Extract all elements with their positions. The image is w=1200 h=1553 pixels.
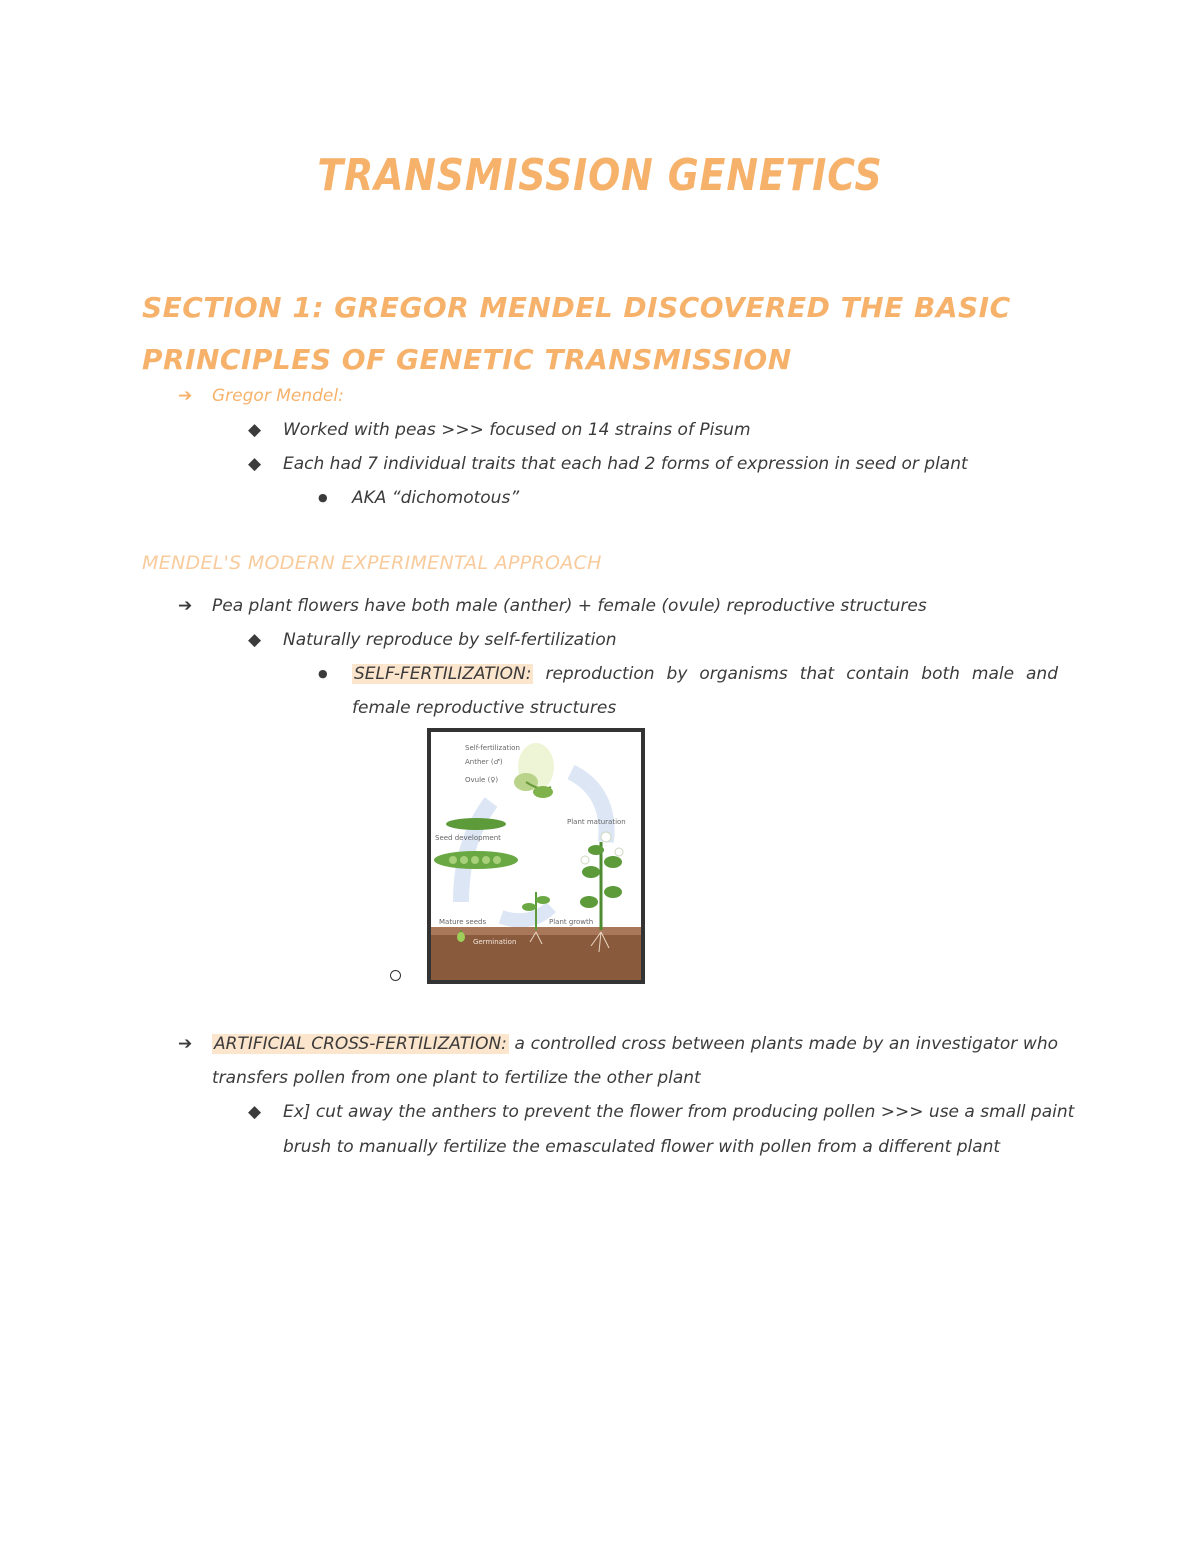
figure-label: Germination — [473, 938, 517, 946]
diamond-icon: ◆ — [248, 420, 262, 440]
bullet-dot-icon: ● — [318, 491, 328, 504]
self-fertilization-term: SELF-FERTILIZATION: — [354, 664, 532, 684]
bullet-dot-icon: ● — [318, 667, 328, 680]
list-item: Worked with peas >>> focused on 14 strains of Pisum — [283, 420, 751, 440]
list-item: Pea plant flowers have both male (anther) + female (ovule) reproductive structures — [212, 596, 927, 616]
list-item: Naturally reproduce by self-fertilization — [283, 630, 617, 650]
hollow-bullet-icon — [390, 970, 401, 981]
list-item: Each had 7 individual traits that each had 2 forms of expression in seed or plant — [283, 454, 968, 474]
example-continuation: brush to manually fertilize the emasculated flower with pollen from a different plant — [283, 1137, 1001, 1157]
arrow-icon: ➔ — [178, 1034, 193, 1054]
arrow-icon — [178, 379, 192, 413]
diamond-icon: ◆ — [248, 454, 262, 474]
definition-line — [212, 1027, 1058, 1061]
self-fertilization-definition — [352, 657, 1058, 691]
figure-label: Anther (♂) — [465, 758, 503, 766]
definition-text: a controlled cross between plants made by an investigator who — [514, 1034, 1058, 1054]
gregor-mendel-label: Gregor Mendel: — [212, 386, 344, 406]
figure-label: Ovule (♀) — [465, 776, 499, 784]
document-title: TRANSMISSION GENETICS — [317, 150, 883, 201]
approach-heading: MENDEL'S MODERN EXPERIMENTAL APPROACH — [142, 552, 602, 574]
figure-label: Self-fertilization — [465, 744, 520, 752]
definition-continuation: female reproductive structures — [352, 698, 617, 718]
figure-label: Seed development — [435, 834, 501, 842]
figure-label: Plant growth — [549, 918, 594, 926]
definition-continuation: transfers pollen from one plant to fertilize the other plant — [212, 1068, 701, 1088]
pea-life-cycle-figure — [427, 728, 645, 984]
arrow-icon: ➔ — [178, 596, 193, 616]
figure-label: Mature seeds — [439, 918, 487, 926]
cross-fertilization-definition — [212, 1027, 1058, 1061]
definition-line — [352, 657, 1058, 691]
section-1-heading: SECTION 1: GREGOR MENDEL DISCOVERED THE BASIC PRINCIPLES OF GENETIC TRANSMISSION — [142, 291, 1011, 376]
life-cycle-illustration — [431, 732, 641, 980]
cross-fertilization-term: ARTIFICIAL CROSS-FERTILIZATION: — [214, 1034, 507, 1054]
arrow-icon-glyph: ➔ — [178, 386, 193, 406]
diamond-icon: ◆ — [248, 1102, 262, 1122]
aka-text: AKA “dichomotous” — [352, 488, 520, 508]
example-line: Ex] cut away the anthers to prevent the flower from producing pollen >>> use a small paint — [283, 1102, 1075, 1122]
figure-label: Plant maturation — [567, 818, 626, 826]
definition-text: reproduction by organisms that contain both male and — [545, 664, 1058, 684]
diamond-icon: ◆ — [248, 630, 262, 650]
